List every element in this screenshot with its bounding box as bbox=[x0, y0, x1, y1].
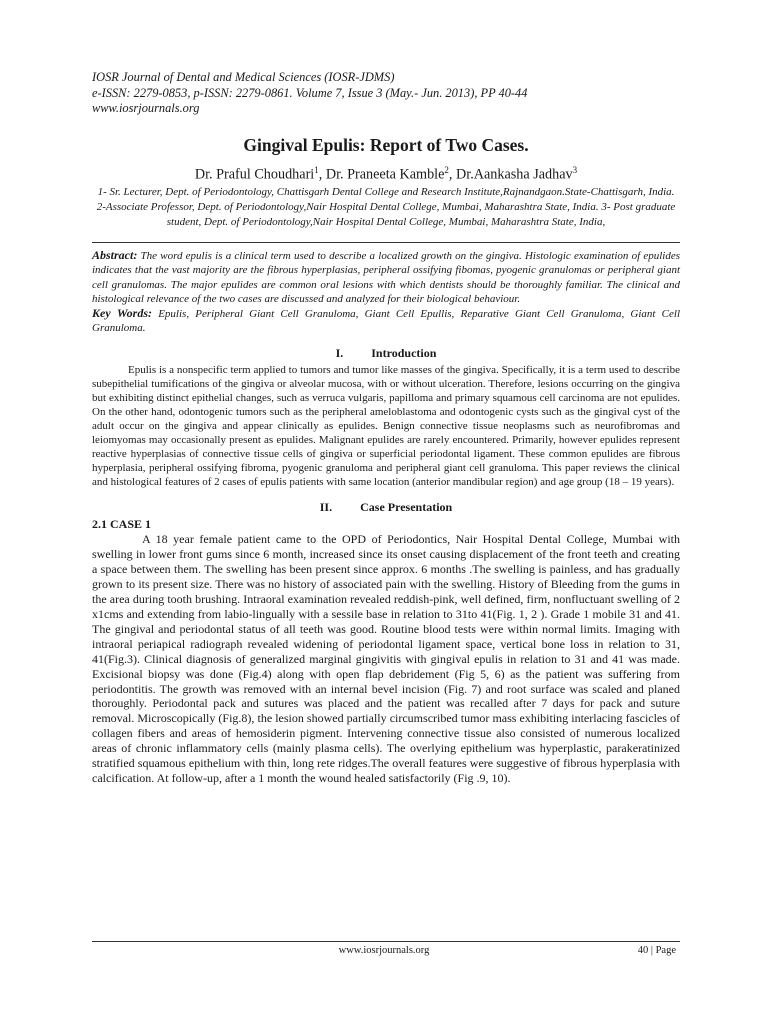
abstract bbox=[92, 248, 680, 306]
abstract-text: The word epulis is a clinical term used to describe a localized growth on the gingiva. Histologic examination of epulides indicates that the vast majority are the fibrous hyperplasias, peripheral ossifying fibomas, pyogenic granulomas or peripheral giant cell granulomas. The major epulides are common oral lesions with which dentists should be thoroughly familiar. The clinical and histological relevance of the two cases are discussed and analyzed for their biological behaviour. bbox=[92, 250, 680, 305]
paper-title: Gingival Epulis: Report of Two Cases. bbox=[243, 134, 529, 155]
keywords bbox=[92, 306, 680, 335]
section-title: Introduction bbox=[371, 346, 437, 361]
author-name: , Dr. Praneeta Kamble bbox=[318, 166, 445, 183]
author-name: Dr. Praful Choudhari bbox=[194, 166, 315, 183]
case1-text: A 18 year female patient came to the OPD of Periodontics, Nair Hospital Dental College, Mumbai with swelling in lower front gums since 6 month, increased since its onset causing displacement of the front teeth and creating a space between them. The swelling has been present since approx. 6 months .The swelling is painless, and has gradually grown to its present size. There was no history of associated pain with the swelling. History of Bleeding from the gums in the area during tooth brushing. Intraoral examination revealed reddish-pink, well defined, firm, nonfluctuant swelling of 2 x1cms and extending from labio-lingually with a sessile base in relation to 31to 41(Fig. 1, 2 ). Grade 1 mobile 31 and 41. The gingival and periodontal status of all teeth was good. Routine blood tests were within normal limits. Imaging with intraoral periapical radiograph revealed widening of periodontal ligament space, vertical bone loss in relation to 31, 41(Fig.3). Clinical diagnosis of generalized marginal gingivitis with gingival epulis in relation to 31 and 41 was made. Excisional biopsy was done (Fig.4) along with open flap debridement (Fig 5, 6) as the patient was suffering from periodontitis. The growth was removed with an internal bevel incision (Fig. 7) and root surface was scaled and planed thoroughly. Periodontal pack and sutures was placed and the patient was recalled after 7 days for pack and suture removal. Microscopically (Fig.8), the lesion showed partially circumscribed tumor mass exhibiting interlacing fascicles of collagen fibers and areas of hemosiderin pigment. Intervening connective tissue also consisted of numerous localized areas of chronic inflammatory cells (mainly plasma cells). The overlying epithelium was hyperplastic, parakeratinized stratified squamous epithelium with thin, long rete ridges.The overall features were suggestive of fibrous hyperplasia with calcification. At follow-up, after a 1 month the wound healed satisfactorily (Fig .9, 10). bbox=[92, 532, 680, 785]
abstract-label: Abstract bbox=[92, 248, 134, 263]
affiliations: 1- Sr. Lecturer, Dept. of Periodontology, Chattisgarh Dental College and Research Institute,Rajnandgaon.State-Chattisgarh, India. 2-Associate Professor, Dept. of Periodontology,Nair Hospital Dental College, Mumbai, Maharashtra State, India. 3- Post graduate student, Dept. of Periodontology,Nair Hospital Dental College, Mumbai, Maharashtra State, India, bbox=[96, 186, 676, 229]
section-number: I. bbox=[335, 346, 344, 361]
journal-header bbox=[92, 70, 680, 117]
section-heading-introduction bbox=[92, 346, 680, 361]
paper-page bbox=[92, 70, 680, 786]
author-affil-mark: 1 bbox=[314, 164, 319, 175]
page-number: 40 | Page bbox=[637, 945, 676, 956]
section-title: Case Presentation bbox=[360, 500, 453, 515]
journal-issn: e-ISSN: 2279-0853, p-ISSN: 2279-0861. Volume 7, Issue 3 (May.- Jun. 2013), PP 40-44 bbox=[92, 85, 528, 100]
author-name: , Dr.Aankasha Jadhav bbox=[448, 166, 573, 183]
keywords-colon: : bbox=[148, 306, 153, 321]
section-number: II. bbox=[319, 500, 333, 515]
author-affil-mark: 2 bbox=[444, 164, 449, 175]
case1-heading: 2.1 CASE 1 bbox=[92, 517, 152, 532]
footer-url: www.iosrjournals.org bbox=[338, 945, 430, 956]
journal-url: www.iosrjournals.org bbox=[92, 101, 200, 115]
author-list bbox=[92, 165, 680, 184]
abstract-colon: : bbox=[133, 248, 138, 263]
abstract-divider bbox=[92, 242, 680, 243]
section-heading-case-presentation bbox=[92, 500, 680, 515]
author-affil-mark: 3 bbox=[572, 164, 578, 175]
keywords-label: Key Words bbox=[92, 306, 149, 321]
footer-divider bbox=[92, 941, 680, 942]
journal-name: IOSR Journal of Dental and Medical Sciences (IOSR-JDMS) bbox=[92, 70, 395, 84]
keywords-text: Epulis, Peripheral Giant Cell Granuloma, Giant Cell Epullis, Reparative Giant Cell Granuloma, Giant Cell Granuloma. bbox=[92, 308, 680, 335]
introduction-text: Epulis is a nonspecific term applied to tumors and tumor like masses of the gingiva. Specifically, it is a term used to describe subepithelial tumifications of the gingiva or alveolar mucosa, with or without ulceration. Therefore, lesions occurring on the gingiva but exhibiting distinct epithelial changes, such as verruca vulgaris, papilloma and primary squamous cell carcinoma are not epulides. On the other hand, odontogenic tumors such as the peripheral ameloblastoma and odontogenic cysts such as the gingival cyst of the adult occur on the gingiva and appear clinically as epulides. Benign connective tissue neoplasms such as neurofibromas and leiomyomas may occasionally present as epulides. Malignant epulides are rarely encountered. Primarily, however epulides represent reactive hyperplasias of connective tissue cells of gingiva or superficial periodontal ligament. These common epulides are fibrous hyperplasia, peripheral ossifying fibroma, pyogenic granuloma and peripheral giant cell granuloma. This paper reviews the clinical and histological features of 2 cases of epulis patients with same location (anterior mandibular region) and age group (18 – 19 years). bbox=[92, 364, 680, 489]
